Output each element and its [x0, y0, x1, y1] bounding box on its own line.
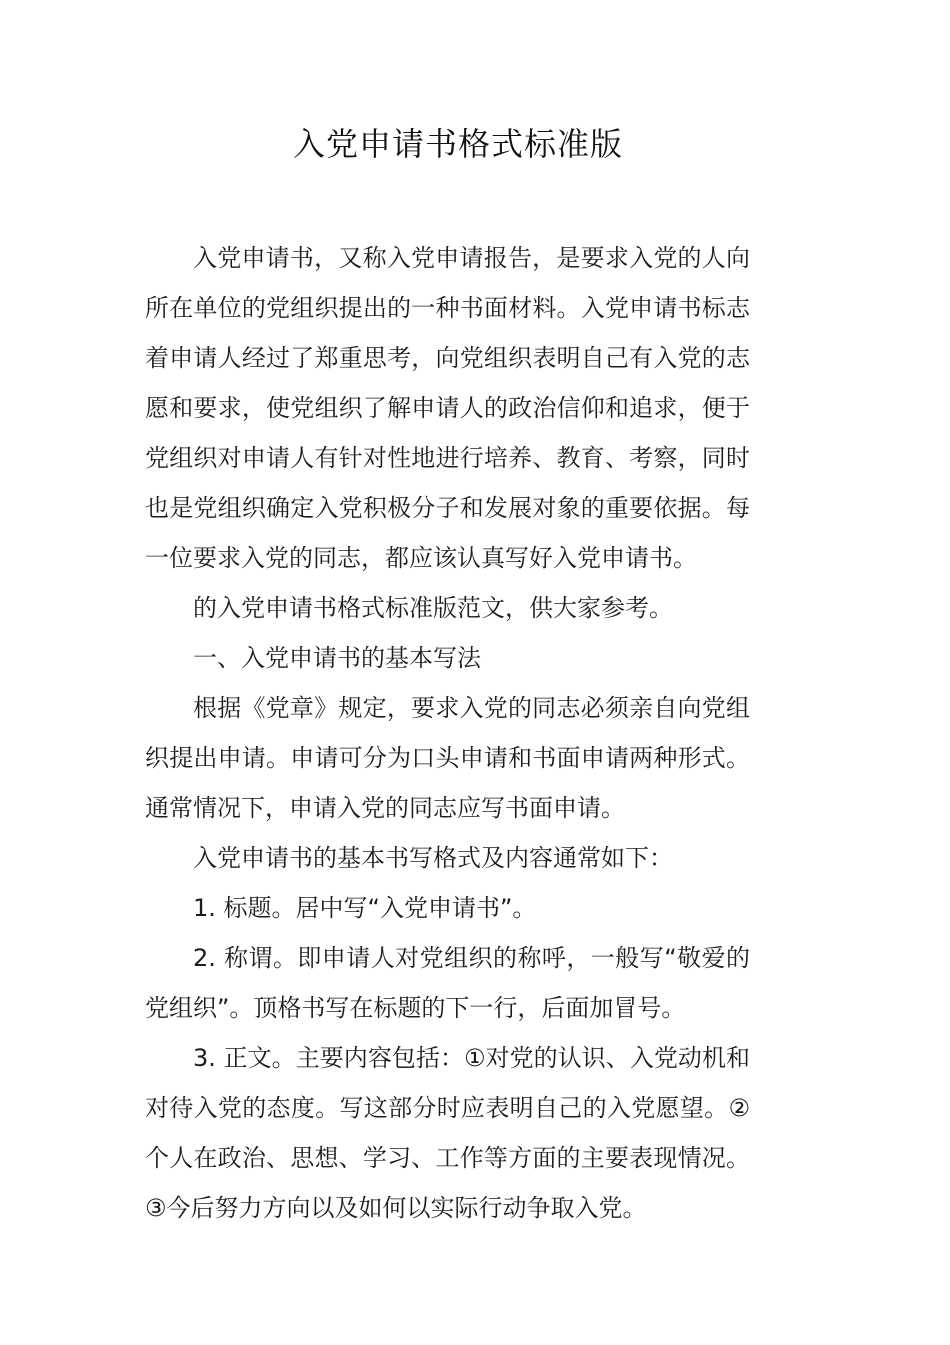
document-title: 入党申请书格式标准版 — [292, 125, 623, 163]
paragraph-format-intro: 入党申请书的基本书写格式及内容通常如下： — [193, 844, 673, 872]
paragraph-regulation: 根据《党章》规定，要求入党的同志必须亲自向党组织提出申请。申请可分为口头申请和书面申请两种形式。通常情况下，申请入党的同志应写书面申请。 — [145, 694, 750, 822]
document-body — [145, 233, 750, 1233]
list-item-title: 1. 标题。居中写“入党申请书”。 — [193, 894, 537, 922]
section-heading: 一、入党申请书的基本写法 — [193, 644, 481, 672]
list-item-body: 3. 正文。主要内容包括：①对党的认识、入党动机和对待入党的态度。写这部分时应表明自己的入党愿望。②个人在政治、思想、学习、工作等方面的主要表现情况。③今后努力方向以及如何以实际行动争取入党。 — [145, 1044, 750, 1222]
list-item-salutation: 2. 称谓。即申请人对党组织的称呼，一般写“敬爱的党组织”。顶格书写在标题的下一行，后面加冒号。 — [145, 944, 750, 1022]
paragraph-intro: 入党申请书，又称入党申请报告，是要求入党的人向所在单位的党组织提出的一种书面材料。入党申请书标志着申请人经过了郑重思考，向党组织表明自己有入党的志愿和要求，使党组织了解申请人的政治信仰和追求，便于党组织对申请人有针对性地进行培养、教育、考察，同时也是党组织确定入党积极分子和发展对象的重要依据。每一位要求入党的同志，都应该认真写好入党申请书。 — [145, 244, 750, 572]
paragraph-reference: 的入党申请书格式标准版范文，供大家参考。 — [193, 594, 673, 622]
